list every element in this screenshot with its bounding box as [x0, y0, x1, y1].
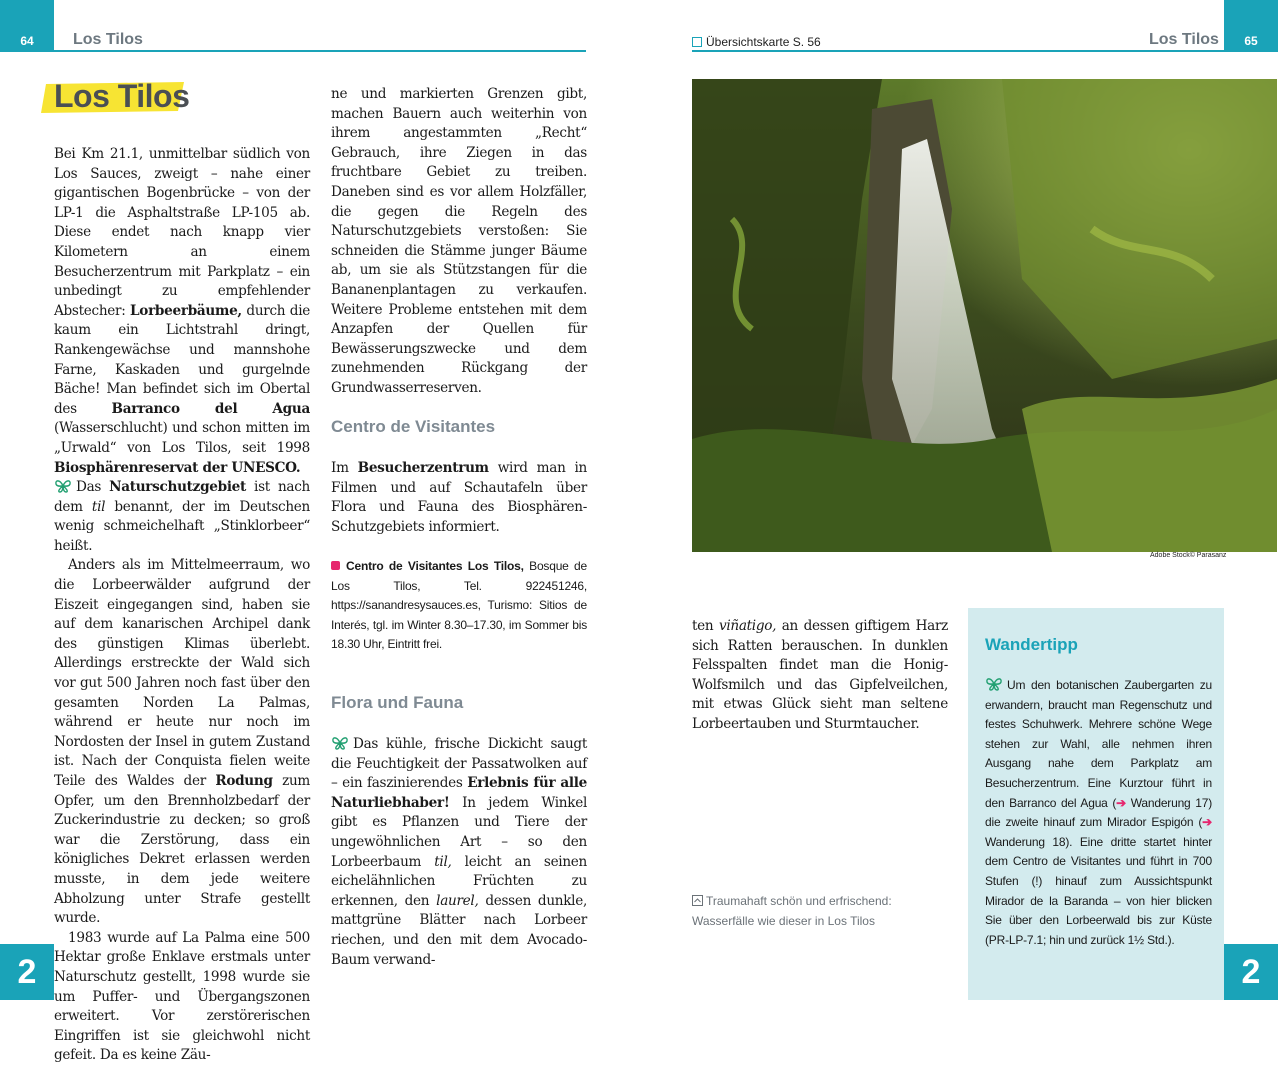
- wandertipp-title: Wandertipp: [985, 635, 1078, 654]
- right-column-text: ten viñatigo, an dessen giftigem Harz sich Ratten berauschen. In dunklen Felsspalten findet man die Honig-Wolfsmilch und das Gipfelveilchen, mit etwas Glück sieht man seltene Lorbeertauben und Sturmtaucher.: [692, 618, 948, 732]
- wandertipp-text: Um den botanischen Zaubergarten zu erwandern, braucht man Regenschutz und festes Schuhwerk. Mehrere schöne Wege stehen zur Wahl, alle nehmen ihren Ausgang nahe dem Parkplatz am Besucherzentrum. Eine Kurztour führt in den Barranco del Agua (➔ Wanderung 17) die zweite hinauf zum Mirador Espigón (➔ Wanderung 18). Eine dritte startet hinter dem Centro de Visitantes und führt in 700 Stufen (!) hinauf zum Aussichtspunkt Mirador de la Baranda – von hier blicken Sie über den Lorbeerwald bis zur Küste (PR-LP-7.1; hin und zurück 1½ Std.).: [985, 678, 1212, 947]
- map-square-icon: [692, 37, 702, 47]
- right-page-number: 65: [1224, 0, 1278, 52]
- left-page-number: 64: [0, 0, 54, 52]
- left-header-rule: [54, 50, 586, 52]
- butterfly-icon: [985, 677, 1003, 691]
- left-column-1: [54, 145, 310, 1066]
- flora-paragraph: Das kühle, frische Dickicht saugt die Feuchtigkeit der Passatwolken auf – ein faszinierendes Erlebnis für alle Naturliebhaber! In jedem Winkel gibt es Pflanzen und Tiere der ungewöhnlichen Art – so den Lorbeerbaum til, leicht an seinen eichelähnlichen Früchten zu erkennen, den laurel, dessen dunkle, mattgrüne Blätter nach Lorbeer riechen, und den mit dem Avocado-Baum verwand-: [331, 736, 588, 968]
- caption-up-icon: [692, 895, 703, 906]
- paragraph: 1983 wurde auf La Palma eine 500 Hektar große Enklave erstmals unter Naturschutz gestellt, 1998 wurde sie um Puffer- und Übergangszonen erweitert. Vor zerstörerischen Eingriffen ist sie gleichwohl nicht gefeit. Da es keine Zäu-: [54, 929, 310, 1064]
- heading-centro: Centro de Visitantes: [331, 417, 496, 436]
- left-running-head: Los Tilos: [73, 31, 143, 48]
- map-reference[interactable]: Übersichtskarte S. 56: [692, 35, 821, 49]
- butterfly-icon: [331, 736, 349, 750]
- paragraph: Bei Km 21.1, unmittelbar südlich von Los Sauces, zweigt – nahe einer gigantischen Bogenbrücke – von der LP-1 die Asphaltstraße LP-105 ab. Diese endet nach knapp vier Kilometern an einem Besucherzentrum mit Parkplatz – ein unbedingt zu empfehlender Abstecher: Lorbeerbäume, durch die kaum ein Lichtstrahl dringt, Rankengewächse und mannshohe Farne, Kaskaden und gurgelnde Bäche! Man befindet sich im Obertal des Barranco del Agua (Wasserschlucht) und schon mitten im „Urwald“ von Los Tilos, seit 1998 Biosphärenreservat der UNESCO.: [54, 146, 310, 476]
- right-running-head: Los Tilos: [1149, 31, 1219, 48]
- centro-paragraph: Im Besucherzentrum wird man in Filmen und auf Schautafeln über Flora und Fauna des Biosphären-Schutzgebiets informiert.: [331, 460, 587, 535]
- waterfall-photo: [692, 79, 1277, 552]
- cross-ref-arrow-icon: ➔: [1202, 815, 1212, 830]
- wandertipp-box: [968, 608, 1224, 1000]
- paragraph: ne und markierten Grenzen gibt, machen Bauern auch weiterhin von ihrem angestammten „Recht“ Gebrauch, ihre Ziegen in das fruchtbare Gebiet zu treiben. Daneben sind es vor allem Holzfäller, die gegen die Regeln des Naturschutzgebiets verstoßen: Sie schneiden die Stämme junger Bäume ab, um sie als Stützstangen für die Bananenplantagen zu verkaufen. Weitere Probleme entstehen mit dem Anzapfen der Quellen für Bewässerungszwecke und dem zunehmenden Rückgang der Grundwasserreserven.: [331, 86, 587, 396]
- photo-credit: Adobe Stock© Parasanz: [1150, 552, 1227, 559]
- heading-flora: Flora und Fauna: [331, 693, 464, 712]
- right-header-rule: [692, 50, 1224, 52]
- paragraph: Anders als im Mittelmeerraum, wo die Lorbeerwälder aufgrund der Eiszeit eingegangen sind, haben sie auf dem kanarischen Archipel dank des günstigen Klimas überlebt. Allerdings erstreckte der Wald sich vor gut 500 Jahren noch fast über den gesamten Norden La Palmas, während er heute nur noch im Nordosten der Insel in gutem Zustand ist. Nach der Conquista fielen weite Teile des Waldes der Rodung zum Opfer, um den Brennholzbedarf der Zuckerindustrie zu decken; so groß war die Zerstörung, dass ein königliches Dekret erlassen werden musste, in dem jede weitere Abholzung unter Strafe gestellt wurde.: [54, 557, 311, 927]
- info-bullet-icon: [331, 561, 340, 570]
- info-block: Centro de Visitantes Los Tilos, Bosque de Los Tilos, Tel. 922451246, https://sanandresysauces.es, Turismo: Sitios de Interés, tgl. im Winter 8.30–17.30, im Sommer bis 18.30 Uhr, Eintritt frei.: [331, 559, 587, 651]
- cross-ref-arrow-icon: ➔: [1116, 795, 1127, 810]
- page-title: Los Tilos: [54, 78, 190, 114]
- photo-caption: Traumahaft schön und erfrischend: Wasserfälle wie dieser in Los Tilos: [692, 894, 892, 928]
- right-chapter-tab: 2: [1224, 944, 1278, 1000]
- left-column-2: [331, 85, 587, 399]
- left-chapter-tab: 2: [0, 944, 54, 1000]
- butterfly-icon: [54, 479, 72, 493]
- paragraph: Das Naturschutzgebiet ist nach dem til benannt, der im Deutschen wenig schmeichelhaft „Stinklorbeer“ heißt.: [54, 479, 310, 554]
